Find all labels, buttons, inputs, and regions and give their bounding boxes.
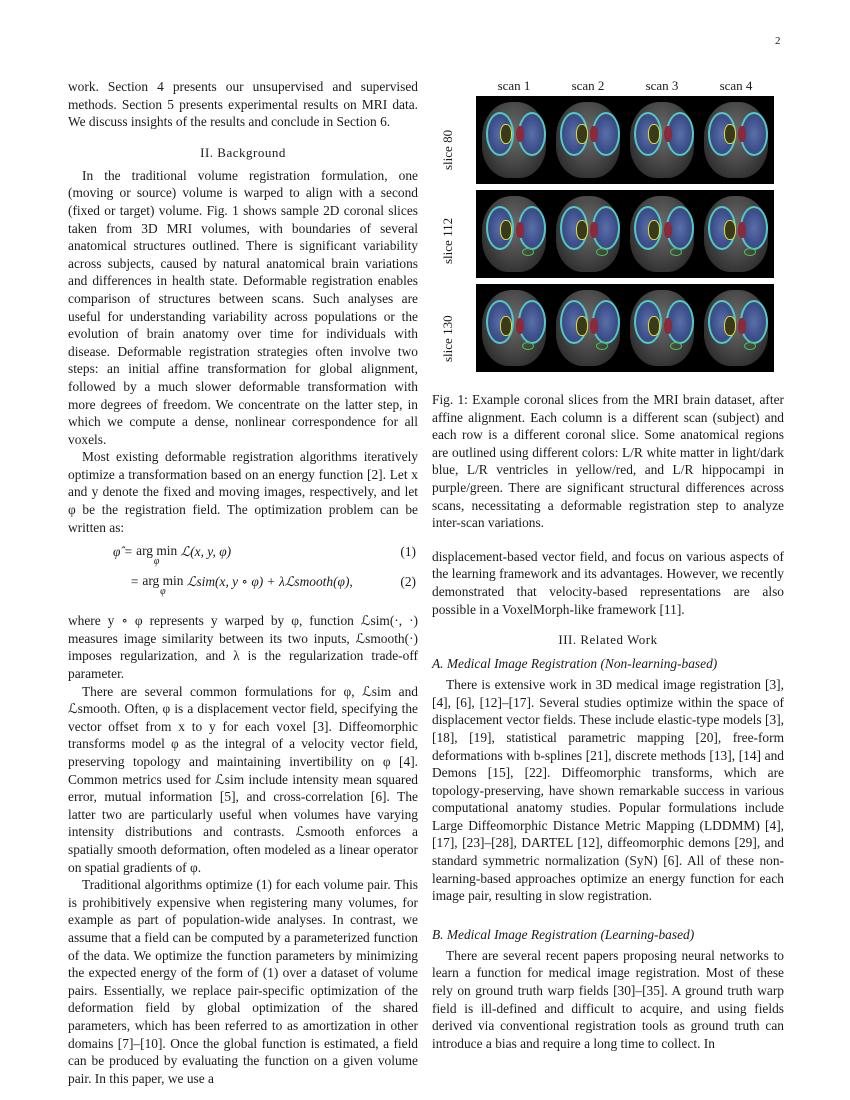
mri-slice-r1-c1	[476, 96, 552, 184]
ventricle-right	[516, 318, 524, 334]
row-header-slice-112: slice 112	[440, 217, 455, 264]
page-number: 2	[775, 35, 781, 47]
col-header-scan-4: scan 4	[719, 78, 753, 93]
figure-caption: Fig. 1: Example coronal slices from the MRI brain dataset, after affine alignment. Each column is a different scan (subject) and each row is a different coronal slice. Some anatomical regions are outlined using different colors: L/R white matter in light/dark blue, L/R ventricles in yellow/red, and L/R hippocampi in purple/green. There are significant structural differences across scans, necessitating a deformable registration step to analyze inter-scan variations.	[432, 392, 784, 531]
ventricle-left	[724, 124, 736, 144]
eq1-sub: φ	[153, 556, 160, 568]
section-heading-background: II. Background	[200, 144, 286, 160]
mri-slice-r3-c4	[698, 284, 774, 372]
left-column	[68, 78, 418, 1087]
section-heading-related-work: III. Related Work	[558, 632, 658, 648]
eq1-argmin: arg min	[136, 543, 178, 559]
mri-slice-r3-c2	[550, 284, 626, 372]
eq2-number: (2)	[400, 574, 416, 590]
background-paragraph-1: In the traditional volume registration formulation, one (moving or source) volume is warped to align with a second (fixed or target) volume. Fig. 1 shows sample 2D coronal slices taken from 3D MRI volumes, with boundaries of several anatomical structures outlined. There is significant variability across subjects, caused by natural anatomical brain variations and differences in health state. Deformable registration enables comparison of structures between scans. Such analyses are useful for understanding variability across populations or the evolution of brain anatomy over time for individuals with disease. Deformable registration strategies often involve two steps: an initial affine transformation for global alignment, followed by a much slower deformable transformation with more degrees of freedom. We concentrate on the latter step, in which we compute a dense, nonlinear correspondence for all voxels.	[68, 167, 418, 447]
mri-slice-r2-c3	[624, 190, 700, 278]
intro-paragraph: work. Section 4 presents our unsupervised and supervised methods. Section 5 presents experimental results on MRI data. We discuss insights of the results and conclude in Section 6.	[68, 79, 418, 130]
eq1-lhs: φ̂ =	[113, 544, 137, 560]
ventricle-left	[576, 316, 588, 336]
ventricle-right	[738, 318, 746, 334]
hippocampus	[744, 342, 756, 350]
row-header-slice-80: slice 80	[440, 129, 455, 170]
hippocampus	[522, 342, 534, 350]
eq1-number: (1)	[400, 544, 416, 560]
mri-slice-r3-c3	[624, 284, 700, 372]
equation-2	[68, 574, 418, 604]
background-paragraph-5: Traditional algorithms optimize (1) for each volume pair. This is prohibitively expensive when registering many volumes, for example as part of population-wide analyses. In contrast, we assume that a field can be computed by a parameterized function of the data. We optimize the function parameters by minimizing the expected energy of the form of (1) over a dataset of volume pairs. Essentially, we replace pair-specific optimization of the deformation field by global optimization of the shared parameters, which has been referred to as amortization in other domains [7]–[10]. Once the global function is estimated, a field can be produced by evaluating the function on a given volume pair. In this paper, we use a	[68, 877, 418, 1086]
mri-slice-r1-c3	[624, 96, 700, 184]
mri-slice-r2-c4	[698, 190, 774, 278]
eq2-lhs: =	[130, 574, 143, 590]
ventricle-right	[664, 126, 672, 142]
mri-slice-r2-c2	[550, 190, 626, 278]
eq2-argmin: arg min	[142, 573, 184, 589]
mri-slice-r1-c4	[698, 96, 774, 184]
eq1-rhs: ℒ(x, y, φ)	[180, 544, 232, 560]
ventricle-left	[576, 220, 588, 240]
ventricle-left	[648, 124, 660, 144]
subsection-heading-b: B. Medical Image Registration (Learning-based)	[432, 926, 695, 942]
col-header-scan-1: scan 1	[497, 78, 531, 93]
mri-slice-r1-c2	[550, 96, 626, 184]
right-column	[432, 78, 784, 1052]
related-paragraph-2: There are several recent papers proposing neural networks to learn a function for medical image registration. Most of these rely on ground truth warp fields [30]–[35]. A ground truth warp field is ill-defined and difficult to acquire, and using fields derived via conventional registration tools as ground truth can introduce a bias and require a long time to collect. In	[432, 947, 784, 1051]
col-header-scan-3: scan 3	[645, 78, 679, 93]
ventricle-left	[648, 316, 660, 336]
col-header-scan-2: scan 2	[571, 78, 605, 93]
ventricle-right	[664, 222, 672, 238]
eq2-rhs: ℒsim(x, y ∘ φ) + λℒsmooth(φ),	[186, 574, 353, 590]
ventricle-left	[576, 124, 588, 144]
hippocampus	[670, 248, 682, 256]
ventricle-left	[500, 316, 512, 336]
ventricle-right	[664, 318, 672, 334]
ventricle-right	[590, 318, 598, 334]
ventricle-left	[648, 220, 660, 240]
ventricle-right	[516, 126, 524, 142]
continuation-paragraph: displacement-based vector field, and focus on various aspects of the learning framework and its advantages. However, we recently demonstrated that velocity-based representations are also possible in a VoxelMorph-like framework [11].	[432, 548, 784, 617]
background-paragraph-2: Most existing deformable registration algorithms iteratively optimize a transformation based on an energy function [2]. Let x and y denote the fixed and moving images, respectively, and let φ be the registration field. The optimization problem can be written as:	[68, 449, 418, 535]
ventricle-left	[724, 220, 736, 240]
hippocampus	[596, 248, 608, 256]
ventricle-right	[738, 222, 746, 238]
ventricle-left	[500, 220, 512, 240]
hippocampus	[744, 248, 756, 256]
subsection-heading-a: A. Medical Image Registration (Non-learning-based)	[432, 656, 718, 672]
hippocampus	[670, 342, 682, 350]
related-paragraph-1: There is extensive work in 3D medical image registration [3], [4], [6], [12]–[17]. Several studies optimize within the space of displacement vector fields. These include elastic-type models [3], [18], [19], statistical parametric mapping [20], free-form deformations with b-splines [21], discrete methods [13], [14] and Demons [15], [22]. Diffeomorphic transforms, which are topology-preserving, have shown remarkable success in various computational anatomy studies. Popular formulations include Large Diffeomorphic Distance Metric Mapping (LDDMM) [4], [17], [23]–[28], DARTEL [12], diffeomorphic demons [29], and standard symmetric normalization (SyN) [6]. All of these non-learning-based approaches optimize an energy function for each image pair, resulting in slow registration.	[432, 677, 784, 904]
mri-slice-r2-c1	[476, 190, 552, 278]
mri-slice-r3-c1	[476, 284, 552, 372]
hippocampus	[596, 342, 608, 350]
equation-1	[68, 544, 418, 574]
equation-block	[68, 544, 418, 604]
ventricle-right	[590, 222, 598, 238]
eq2-sub: φ	[160, 586, 166, 598]
row-header-slice-130: slice 130	[440, 315, 455, 362]
figure-mri-grid	[432, 78, 784, 383]
ventricle-right	[738, 126, 746, 142]
background-paragraph-3: where y ∘ φ represents y warped by φ, function ℒsim(·, ·) measures image similarity between its two inputs, ℒsmooth(·) imposes regularization, and λ is the regularization trade-off parameter.	[68, 613, 418, 682]
ventricle-right	[590, 126, 598, 142]
background-paragraph-4: There are several common formulations for φ, ℒsim and ℒsmooth. Often, φ is a displacement vector field, specifying the vector offset from x to y for each voxel [3]. Diffeomorphic transforms model φ as the integral of a velocity vector field, preserving topology and maintaining invertibility on φ [4]. Common metrics used for ℒsim include intensity mean squared error, mutual information [5], and cross-correlation [6]. The latter two are particularly useful when volumes have varying intensity distributions and contrasts. ℒsmooth enforces a spatially smooth deformation, often modeled as a linear operator on spatial gradients of φ.	[68, 683, 418, 875]
ventricle-right	[516, 222, 524, 238]
ventricle-left	[500, 124, 512, 144]
ventricle-left	[724, 316, 736, 336]
hippocampus	[522, 248, 534, 256]
